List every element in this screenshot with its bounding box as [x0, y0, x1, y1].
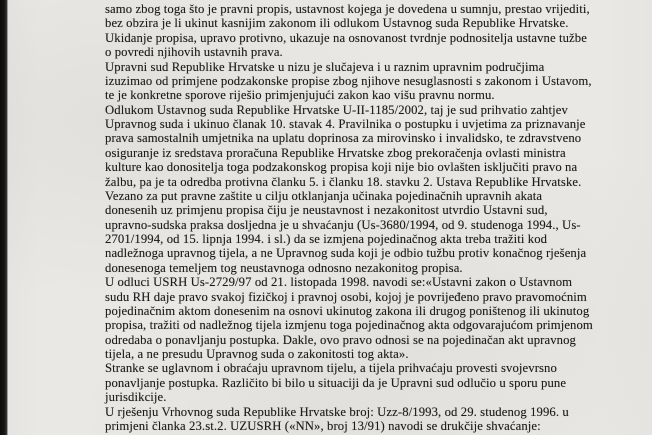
text-line: donesenih uz primjenu propisa čiju je neustavnost i nezakonitost utvrdio Ustavni sud, [105, 203, 548, 218]
text-line: odredaba o ponavljanju postupka. Dakle, ovo pravo odnosi se na pojedinačan akt upravnog [105, 332, 576, 347]
text-line: propisa, tražiti od nadležnog tijela izmjenu toga pojedinačnog akta odgovarajućom primjenom [105, 318, 593, 333]
text-line: jurisdikcije. [105, 390, 167, 405]
text-line: upravno-sudska praksa dosljedna je u shvaćanju (Us-3680/1994, od 9. studenoga 1994., Us- [105, 217, 581, 232]
text-line: te je konkretne sporove riješio primjenjujući zakon kao višu pravnu normu. [105, 88, 495, 103]
text-line: U odluci USRH Us-2729/97 od 21. listopada 1998. navodi se:«Ustavni zakon o Ustavnom [105, 275, 573, 290]
text-line: donesenoga temeljem tog neustavnoga odnosno nezakonitog propisa. [105, 260, 463, 275]
text-line: kulture kao donositelja toga podzakonskog propisa koji nije bio ovlašten isključiti pravo na [105, 160, 578, 175]
text-line: ponavljanje postupka. Različito bi bilo u situaciji da je Upravni sud odlučio u sporu pune [105, 375, 567, 390]
text-line: sudu RH daje pravo svakoj fizičkoj i pravnoj osobi, kojoj je povrijeđeno pravo pravomoćnim [105, 289, 587, 304]
text-line: Odlukom Ustavnog suda Republike Hrvatske U-II-1185/2002, taj je sud prihvatio zahtjev [105, 102, 568, 117]
text-line: Stranke se uglavnom i obraćaju upravnom tijelu, a tijela prihvaćaju provesti svojevrsno [105, 361, 557, 376]
text-line: izuzimao od primjene podzakonske propise zbog njihove nesuglasnosti s zakonom i Ustavom, [105, 73, 592, 88]
text-line: primjeni članka 23.st.2. UZUSRH («NN», broj 13/91) navodi se drukčije shvaćanje: [105, 418, 541, 433]
text-line: Upravni sud Republike Hrvatske u nizu je slučajeva i u raznim upravnim područjima [105, 59, 545, 74]
text-line: samo zbog toga što je pravni propis, ustavnost kojega je dovedena u sumnju, prestao vrijediti, [105, 2, 590, 16]
document-text [105, 2, 645, 433]
text-line: Vezano za put pravne zaštite u cilju otklanjanja učinaka pojedinačnih upravnih akata [105, 188, 543, 203]
text-line: pojedinačnim aktom donesenim na osnovi ukinutog zakona ili drugog poništenog ili ukinutog [105, 303, 590, 318]
text-line: prava samostalnih umjetnika na uplatu doprinosa za mirovinsko i invalidsko, te zdravstveno [105, 131, 582, 146]
text-line: nadležnoga upravnog tijela, a ne Upravnog suda koji je odbio tužbu protiv konačnog rješenja [105, 246, 587, 261]
text-line: tijela, a ne presudu Upravnog suda o zakonitosti tog akta». [105, 347, 409, 361]
text-line: o povredi njihovih ustavnih prava. [105, 45, 283, 60]
text-line: Upravnog suda i ukinuo članak 10. stavak 4. Pravilnika o postupku i uvjetima za priznavanje [105, 117, 586, 131]
text-line: U rješenju Vrhovnog suda Republike Hrvatske broj: Uzz-8/1993, od 29. studenog 1996. u [105, 404, 569, 419]
text-line: bez obzira je li ukinut kasnijim zakonom ili odlukom Ustavnog suda Republike Hrvatske. [105, 16, 569, 31]
text-line: Ukidanje propisa, upravo protivno, ukazuje na osnovanost tvrdnje podnositelja ustavne tužbe [105, 30, 587, 45]
text-line: žalbu, pa je ta odredba protivna članku 5. i članku 18. stavku 2. Ustava Republike Hrvatske. [105, 174, 582, 189]
scan-edge-bar [0, 0, 8, 435]
text-line: osiguranje iz sredstava proračuna Republike Hrvatske zbog prekoračenja ovlasti ministra [105, 145, 566, 160]
text-line: 2701/1994, od 15. lipnja 1994. i sl.) da se izmjena pojedinačnog akta treba tražiti kod [105, 232, 548, 246]
